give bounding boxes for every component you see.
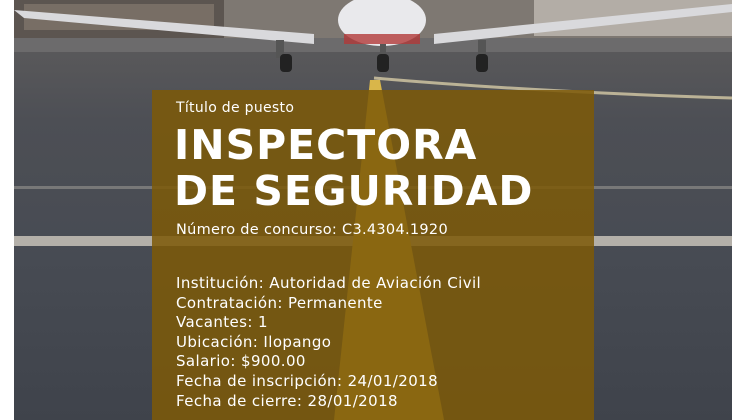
job-title-line-2: DE SEGURIDAD [174, 167, 534, 215]
job-title-line-1: INSPECTORA [174, 121, 478, 169]
detail-registration-date: Fecha de inscripción: 24/01/2018 [176, 371, 439, 390]
detail-vacancies: Vacantes: 1 [176, 313, 268, 332]
aircraft-wheel-nose [377, 54, 389, 72]
aircraft-wheel-left [280, 54, 292, 72]
detail-closing-date: Fecha de cierre: 28/01/2018 [176, 391, 398, 410]
job-title-caption: Título de puesto [176, 100, 295, 116]
detail-institution: Institución: Autoridad de Aviación Civil [176, 274, 482, 292]
job-details-list [176, 274, 481, 411]
aircraft-stripe [344, 34, 420, 44]
aircraft-wheel-right [476, 54, 488, 72]
detail-salary: Salario: $900.00 [176, 352, 306, 371]
contest-number: Número de concurso: C3.4304.1920 [176, 222, 448, 238]
job-posting-panel [152, 90, 594, 420]
detail-location: Ubicación: Ilopango [176, 332, 332, 351]
job-title [174, 122, 533, 214]
detail-contract-type: Contratación: Permanente [176, 293, 383, 312]
